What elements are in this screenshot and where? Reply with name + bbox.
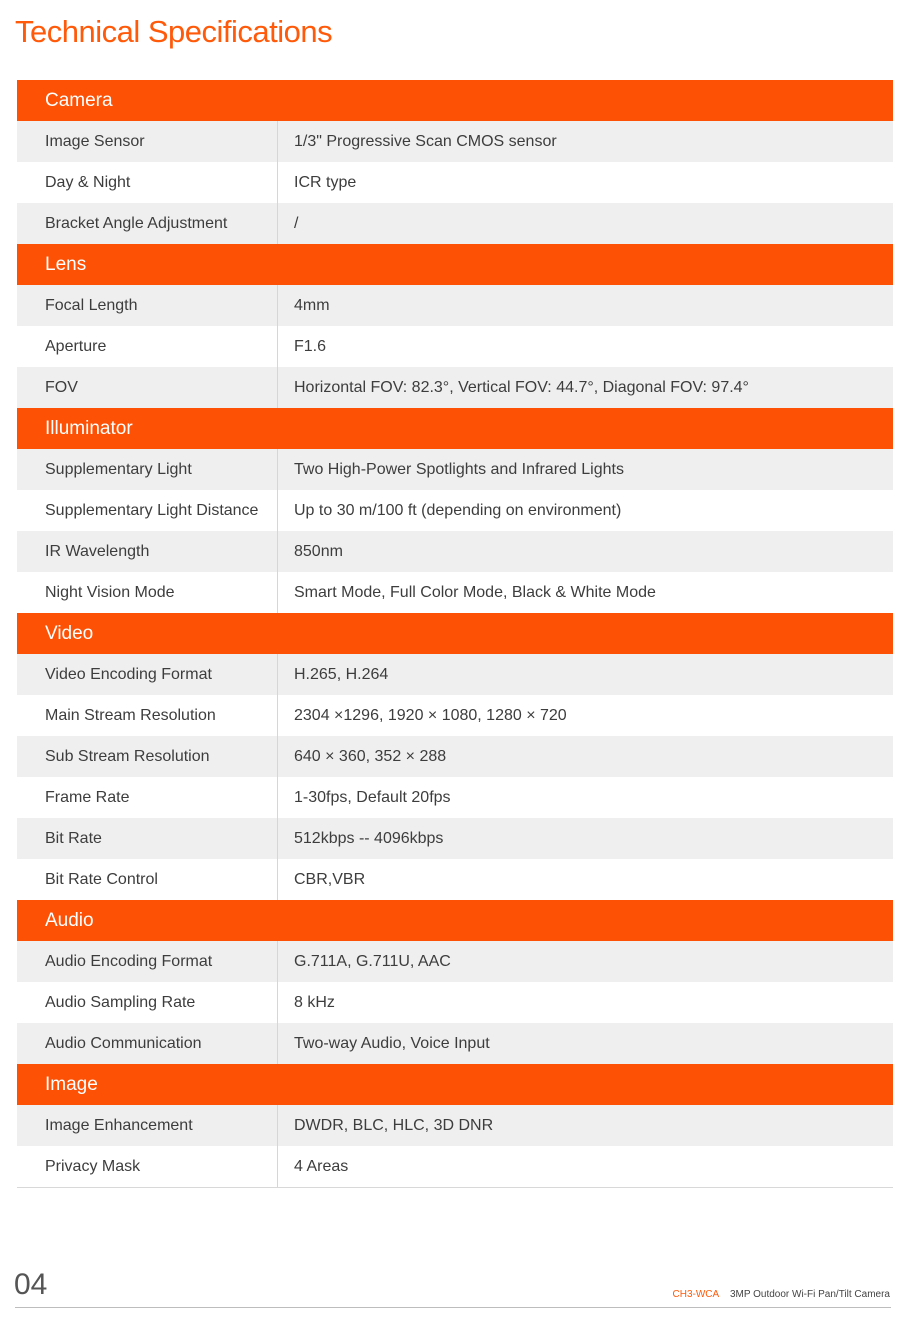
spec-row	[17, 162, 893, 203]
spec-row	[17, 367, 893, 408]
section-header: Illuminator	[17, 408, 893, 449]
spec-row	[17, 736, 893, 777]
spec-label: Audio Sampling Rate	[17, 982, 278, 1023]
spec-label: Image Enhancement	[17, 1105, 278, 1146]
spec-value: Smart Mode, Full Color Mode, Black & White Mode	[294, 584, 656, 601]
spec-label: Privacy Mask	[17, 1146, 278, 1187]
spec-label: Video Encoding Format	[17, 654, 278, 695]
spec-value: Two High-Power Spotlights and Infrared Lights	[294, 461, 624, 478]
spec-value: Two-way Audio, Voice Input	[294, 1035, 490, 1052]
spec-row	[17, 859, 893, 900]
spec-value: 8 kHz	[294, 994, 335, 1011]
spec-row	[17, 695, 893, 736]
spec-row	[17, 982, 893, 1023]
spec-row	[17, 1146, 893, 1188]
spec-section-illuminator	[17, 408, 893, 613]
spec-section-camera	[17, 80, 893, 244]
spec-value: Horizontal FOV: 82.3°, Vertical FOV: 44.7°, Diagonal FOV: 97.4°	[294, 379, 749, 396]
spec-value: CBR,VBR	[294, 871, 366, 888]
spec-label: Focal Length	[17, 285, 278, 326]
spec-label: Main Stream Resolution	[17, 695, 278, 736]
spec-value: 1-30fps, Default 20fps	[294, 789, 451, 806]
spec-label: Bracket Angle Adjustment	[17, 203, 278, 244]
spec-value: 4mm	[294, 297, 330, 314]
spec-label: Sub Stream Resolution	[17, 736, 278, 777]
spec-value: 850nm	[294, 543, 343, 560]
spec-row	[17, 326, 893, 367]
spec-value: 2304 ×1296, 1920 × 1080, 1280 × 720	[294, 707, 567, 724]
spec-row	[17, 121, 893, 162]
spec-label: Bit Rate Control	[17, 859, 278, 900]
spec-label: Audio Communication	[17, 1023, 278, 1064]
spec-row	[17, 1023, 893, 1064]
spec-section-video	[17, 613, 893, 900]
spec-row	[17, 777, 893, 818]
spec-value: Up to 30 m/100 ft (depending on environment)	[294, 502, 622, 519]
spec-row	[17, 203, 893, 244]
footer-caption	[673, 1289, 891, 1300]
spec-label: Supplementary Light Distance	[17, 490, 278, 531]
spec-row	[17, 449, 893, 490]
spec-value: 1/3" Progressive Scan CMOS sensor	[294, 133, 557, 150]
section-header: Camera	[17, 80, 893, 121]
section-header: Lens	[17, 244, 893, 285]
spec-value: 512kbps -- 4096kbps	[294, 830, 444, 847]
spec-label: FOV	[17, 367, 278, 408]
spec-value: F1.6	[294, 338, 327, 355]
page-title: Technical Specifications	[15, 14, 333, 49]
spec-row	[17, 941, 893, 982]
spec-label: IR Wavelength	[17, 531, 278, 572]
footer-model: CH3-WCA	[672, 1289, 720, 1300]
spec-label: Day & Night	[17, 162, 278, 203]
spec-row	[17, 818, 893, 859]
spec-label: Night Vision Mode	[17, 572, 278, 613]
footer-divider	[15, 1307, 891, 1308]
footer-description: 3MP Outdoor Wi-Fi Pan/Tilt Camera	[729, 1289, 890, 1300]
spec-section-image	[17, 1064, 893, 1188]
spec-label: Frame Rate	[17, 777, 278, 818]
spec-row	[17, 531, 893, 572]
spec-row	[17, 1105, 893, 1146]
spec-section-lens	[17, 244, 893, 408]
spec-label: Image Sensor	[17, 121, 278, 162]
spec-value: 4 Areas	[294, 1158, 349, 1175]
spec-label: Audio Encoding Format	[17, 941, 278, 982]
spec-label: Aperture	[17, 326, 278, 367]
spec-section-audio	[17, 900, 893, 1064]
spec-value: 640 × 360, 352 × 288	[294, 748, 447, 765]
spec-value: /	[294, 215, 299, 232]
section-header: Audio	[17, 900, 893, 941]
spec-row	[17, 285, 893, 326]
spec-row	[17, 572, 893, 613]
spec-value: DWDR, BLC, HLC, 3D DNR	[294, 1117, 494, 1134]
spec-value: G.711A, G.711U, AAC	[294, 953, 451, 970]
section-header: Video	[17, 613, 893, 654]
spec-value: H.265, H.264	[294, 666, 389, 683]
spec-label: Bit Rate	[17, 818, 278, 859]
spec-table	[17, 80, 893, 1188]
spec-row	[17, 490, 893, 531]
spec-label: Supplementary Light	[17, 449, 278, 490]
spec-value: ICR type	[294, 174, 357, 191]
spec-row	[17, 654, 893, 695]
page-number: 04	[14, 1268, 48, 1301]
section-header: Image	[17, 1064, 893, 1105]
